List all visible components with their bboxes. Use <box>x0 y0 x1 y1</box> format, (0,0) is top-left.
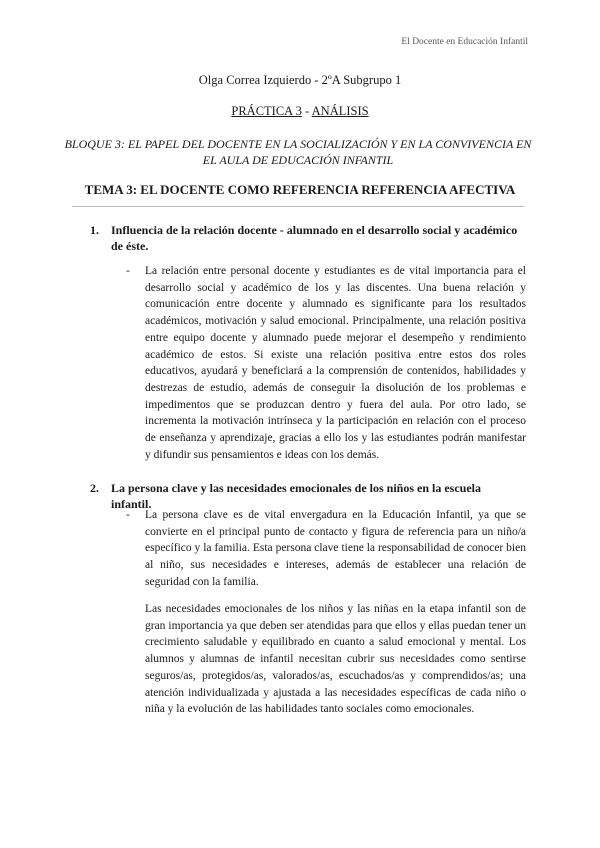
practice-title <box>0 104 600 119</box>
section-2-bullet <box>126 507 526 591</box>
section-heading-text: La persona clave y las necesidades emocionales de los niños en la escuela infantil. <box>111 481 481 511</box>
section-2-paragraph-2: Las necesidades emocionales de los niños y las niñas en la etapa infantil son de gran importancia ya que deben ser atendidas para que ellos y ellas puedan tener un crecimiento saludable y equilibrado en cuanto a salud emocional y mental. Los alumnos y alumnas de infantil necesitan cubrir sus necesidades como sentirse seguros/as, protegidos/as, valorados/as, escuchados/as y comprendidos/as; una atención individualizada y ajustada a las necesidades específicas de cada niño o niña y la evolución de las habilidades tanto sociales como emocionales. <box>145 603 526 716</box>
section-1-paragraph-1: La relación entre personal docente y estudiantes es de vital importancia para el desarrollo social y académico de los y las discentes. Una buena relación y comunicación entre docente y alumnado es significante para los resultados académicos, motivación y salud emocional. Principalmente, una relación positiva entre equipo docente y alumnado puede mejorar el desempeño y rendimiento académico de estos. Si existe una relación positiva entre estos dos roles educativos, ayudará y beneficiará a la comprensión de contenidos, habilidades y destrezas de estudio, además de conseguir la disolución de los problemas e impedimentos que se produzcan dentro y fuera del aula. Por otro lado, se incrementa la motivación intrínseca y la participación en relación con el proceso de enseñanza y aprendizaje, gracias a ello los y las estudiantes podrán manifestar y difundir sus pensamientos e ideas con los demás. <box>145 265 526 461</box>
horizontal-rule <box>72 206 524 207</box>
practice-type: ANÁLISIS <box>311 104 369 118</box>
section-1-bullet <box>126 263 526 463</box>
topic-title: TEMA 3: EL DOCENTE COMO REFERENCIA REFERENCIA AFECTIVA <box>84 182 516 197</box>
author-line: Olga Correa Izquierdo - 2ºA Subgrupo 1 <box>198 73 402 87</box>
bullet-dash: - <box>126 265 130 277</box>
running-header: El Docente en Educación Infantil <box>401 37 528 47</box>
section-number: 2. <box>90 481 99 495</box>
section-2-paragraph-1: La persona clave es de vital envergadura en la Educación Infantil, ya que se convierte en el principal punto de contacto y figura de referencia para un niño/a específico y la familia. Esta persona clave tiene la responsabilidad de conocer bien al niño, sus necesidades e intereses, además de establecer una relación de seguridad con la familia. <box>145 509 526 588</box>
bullet-dash: - <box>126 509 130 521</box>
section-number: 1. <box>90 223 99 237</box>
section-heading-text: Influencia de la relación docente - alumnado en el desarrollo social y académico de éste. <box>111 223 518 253</box>
section-heading-1 <box>90 222 522 254</box>
practice-number: PRÁCTICA 3 <box>231 104 302 118</box>
practice-separator: - <box>301 104 312 118</box>
block-title: BLOQUE 3: EL PAPEL DEL DOCENTE EN LA SOCIALIZACIÓN Y EN LA CONVIVENCIA EN EL AULA DE EDUCACIÓN INFANTIL <box>64 137 532 167</box>
